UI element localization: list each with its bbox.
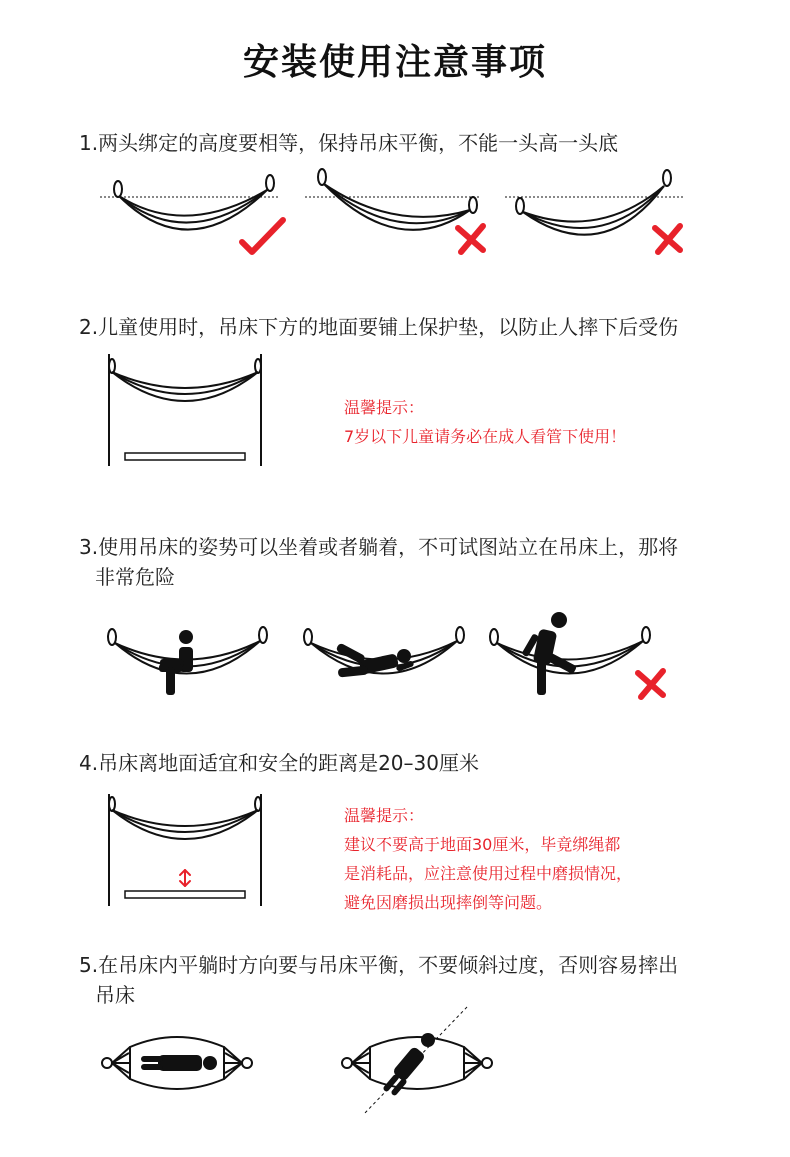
posture-figures — [100, 605, 680, 705]
section-3-heading — [79, 532, 739, 592]
hammock-with-mat-figure — [100, 350, 280, 470]
tip-title: 温馨提示： — [344, 398, 425, 417]
section-4-heading: 4.吊床离地面适宜和安全的距离是20–30厘米 — [79, 751, 479, 775]
cross-icon — [655, 226, 680, 252]
protective-mat — [125, 891, 245, 898]
section-2-heading: 2.儿童使用时，吊床下方的地面要铺上保护垫，以防止人摔下后受伤 — [79, 315, 679, 339]
check-icon — [242, 220, 283, 252]
hammock-left-high — [305, 169, 480, 230]
tip-line: 是消耗品，应注意使用过程中磨损情况， — [344, 864, 633, 883]
section-5-heading-line-2: 吊床 — [95, 983, 135, 1007]
protective-mat — [125, 453, 245, 460]
cross-icon — [458, 226, 483, 252]
tip-line: 建议不要高于地面30厘米，毕竟绑绳都 — [344, 835, 621, 854]
tip-line: 7岁以下儿童请务必在成人看管下使用！ — [344, 427, 627, 446]
up-down-arrow-icon — [180, 870, 190, 886]
top-view-figures — [95, 1005, 515, 1125]
sitting-person-icon — [159, 630, 193, 695]
standing-person-icon — [521, 612, 577, 695]
tip-box-2 — [344, 801, 632, 917]
hammock-right-high — [505, 170, 683, 235]
cross-icon — [638, 671, 663, 697]
person-tilted-icon — [382, 1033, 435, 1097]
tip-title: 温馨提示： — [344, 806, 425, 825]
tip-line: 避免因磨损出现摔倒等问题。 — [344, 893, 553, 912]
hammock-height-figure — [100, 790, 280, 910]
section-5-heading-line-1: 5.在吊床内平躺时方向要与吊床平衡，不要倾斜过度，否则容易摔出 — [79, 953, 679, 977]
tip-box-1 — [344, 393, 626, 451]
level-hammock-figures — [95, 170, 695, 260]
section-3-heading-line-1: 3.使用吊床的姿势可以坐着或者躺着，不可试图站立在吊床上，那将 — [79, 535, 679, 559]
page-title: 安装使用注意事项 — [242, 42, 547, 83]
section-1-heading: 1.两头绑定的高度要相等，保持吊床平衡，不能一头高一头底 — [79, 131, 619, 155]
section-5-heading — [79, 950, 739, 1010]
section-3-heading-line-2: 非常危险 — [95, 565, 175, 589]
person-top-view-icon — [141, 1055, 217, 1071]
hammock-level — [100, 175, 280, 230]
